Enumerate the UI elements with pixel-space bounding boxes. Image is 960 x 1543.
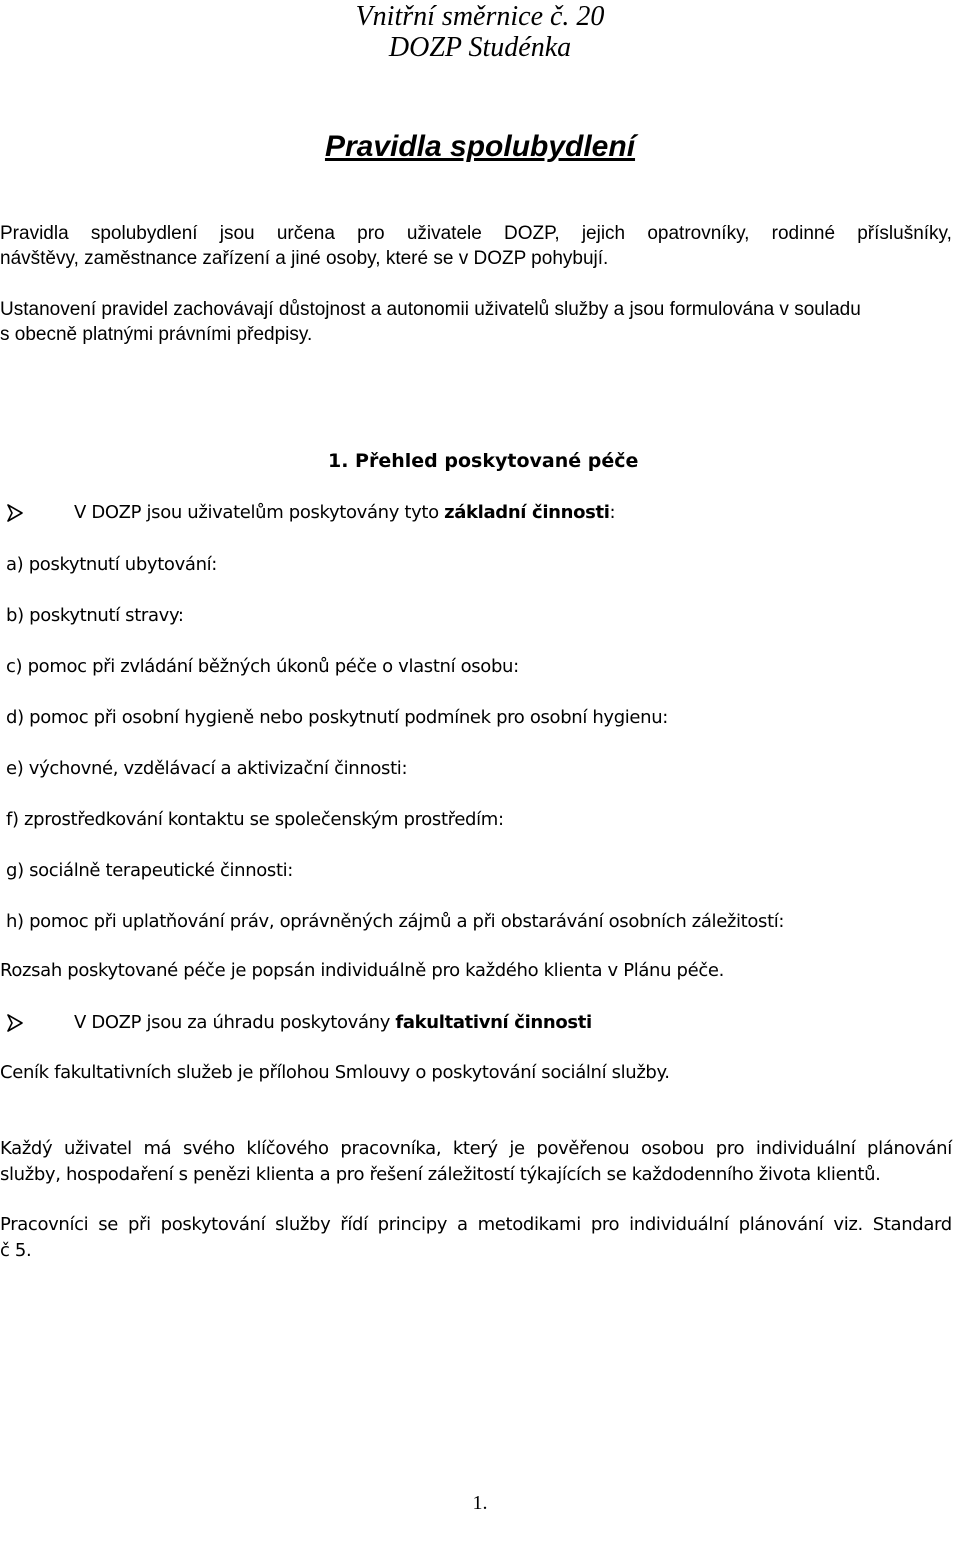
arrow-bullet-icon (6, 1014, 24, 1037)
word: příslušníky, (857, 223, 952, 244)
word: určena (276, 223, 335, 244)
word: uživatel (63, 1138, 132, 1159)
word: klíčového (246, 1138, 329, 1159)
list-item: a) poskytnutí ubytování: (6, 554, 217, 575)
section-heading: 1. Přehled poskytované péče (328, 450, 639, 472)
word: pro (357, 223, 385, 244)
word: Standard (872, 1214, 952, 1235)
word: který (452, 1138, 498, 1159)
workers-line2: č 5. (0, 1240, 32, 1261)
care-scope-text: Rozsah poskytované péče je popsán individuálně pro každého klienta v Plánu péče. (0, 960, 724, 981)
word: viz. (833, 1214, 863, 1235)
word: Pracovníci (0, 1214, 89, 1235)
word: má (143, 1138, 172, 1159)
word: služby (275, 1214, 331, 1235)
intro-paragraph2-line2: s obecně platnými právními předpisy. (0, 324, 313, 345)
word: DOZP, (504, 223, 560, 244)
list-item: b) poskytnutí stravy: (6, 605, 184, 626)
word: při (127, 1214, 151, 1235)
basic-activities-term: základní činnosti (444, 502, 610, 523)
keyworker-line2: služby, hospodaření s penězi klienta a pro řešení záležitostí týkajících se každodenního života klientů. (0, 1164, 881, 1185)
workers-line1 (0, 1211, 952, 1238)
list-item: f) zprostředkování kontaktu se společenským prostředím: (6, 809, 504, 830)
word: rodinné (771, 223, 836, 244)
arrow-bullet-icon (6, 504, 24, 527)
word: individuální (755, 1138, 856, 1159)
word: pracovníka, (340, 1138, 442, 1159)
list-item: e) výchovné, vzdělávací a aktivizační činnosti: (6, 758, 408, 779)
word: individuální (629, 1214, 729, 1235)
word: spolubydlení (90, 223, 198, 244)
list-item: c) pomoc při zvládání běžných úkonů péče o vlastní osobu: (6, 656, 519, 677)
word: plánování (867, 1138, 952, 1159)
intro-paragraph-line2: návštěvy, zaměstnance zařízení a jiné osoby, které se v DOZP pohybují. (0, 248, 609, 269)
word: Každý (0, 1138, 53, 1159)
word: osobou (640, 1138, 705, 1159)
word: pro (715, 1138, 745, 1159)
keyworker-line1 (0, 1135, 952, 1162)
organization-name: DOZP Studénka (388, 32, 572, 63)
list-item: g) sociálně terapeutické činnosti: (6, 860, 294, 881)
word: plánování (738, 1214, 824, 1235)
word: se (98, 1214, 119, 1235)
list-item: h) pomoc při uplatňování práv, oprávněných zájmů a při obstarávání osobních záležitostí: (6, 911, 785, 932)
intro-paragraph2-line1: Ustanovení pravidel zachovávají důstojnost a autonomii uživatelů služby a jsou formulována v souladu (0, 299, 861, 320)
word: řídí (340, 1214, 368, 1235)
word: jejich (581, 223, 626, 244)
word: a (457, 1214, 468, 1235)
word: jsou (219, 223, 255, 244)
page-title: Pravidla spolubydlení (324, 130, 636, 163)
word: je (509, 1138, 525, 1159)
word: metodikami (477, 1214, 581, 1235)
word: pro (590, 1214, 620, 1235)
word: uživatele (406, 223, 482, 244)
page-number: 1. (472, 1492, 488, 1514)
list-item: d) pomoc při osobní hygieně nebo poskytnutí podmínek pro osobní hygienu: (6, 707, 668, 728)
basic-activities-intro: V DOZP jsou uživatelům poskytovány tyto základní činnosti: (74, 502, 616, 523)
directive-number: Vnitřní směrnice č. 20 (355, 1, 605, 32)
word: principy (377, 1214, 448, 1235)
word: Pravidla (0, 223, 69, 244)
optional-activities-term: fakultativní činnosti (395, 1012, 592, 1033)
intro-paragraph-line1 (0, 222, 952, 246)
word: pověřenou (536, 1138, 630, 1159)
optional-activities-intro: V DOZP jsou za úhradu poskytovány fakultativní činnosti (74, 1012, 592, 1033)
word: svého (182, 1138, 235, 1159)
pricelist-text: Ceník fakultativních služeb je přílohou Smlouvy o poskytování sociální služby. (0, 1062, 670, 1083)
word: poskytování (160, 1214, 266, 1235)
word: opatrovníky, (647, 223, 750, 244)
